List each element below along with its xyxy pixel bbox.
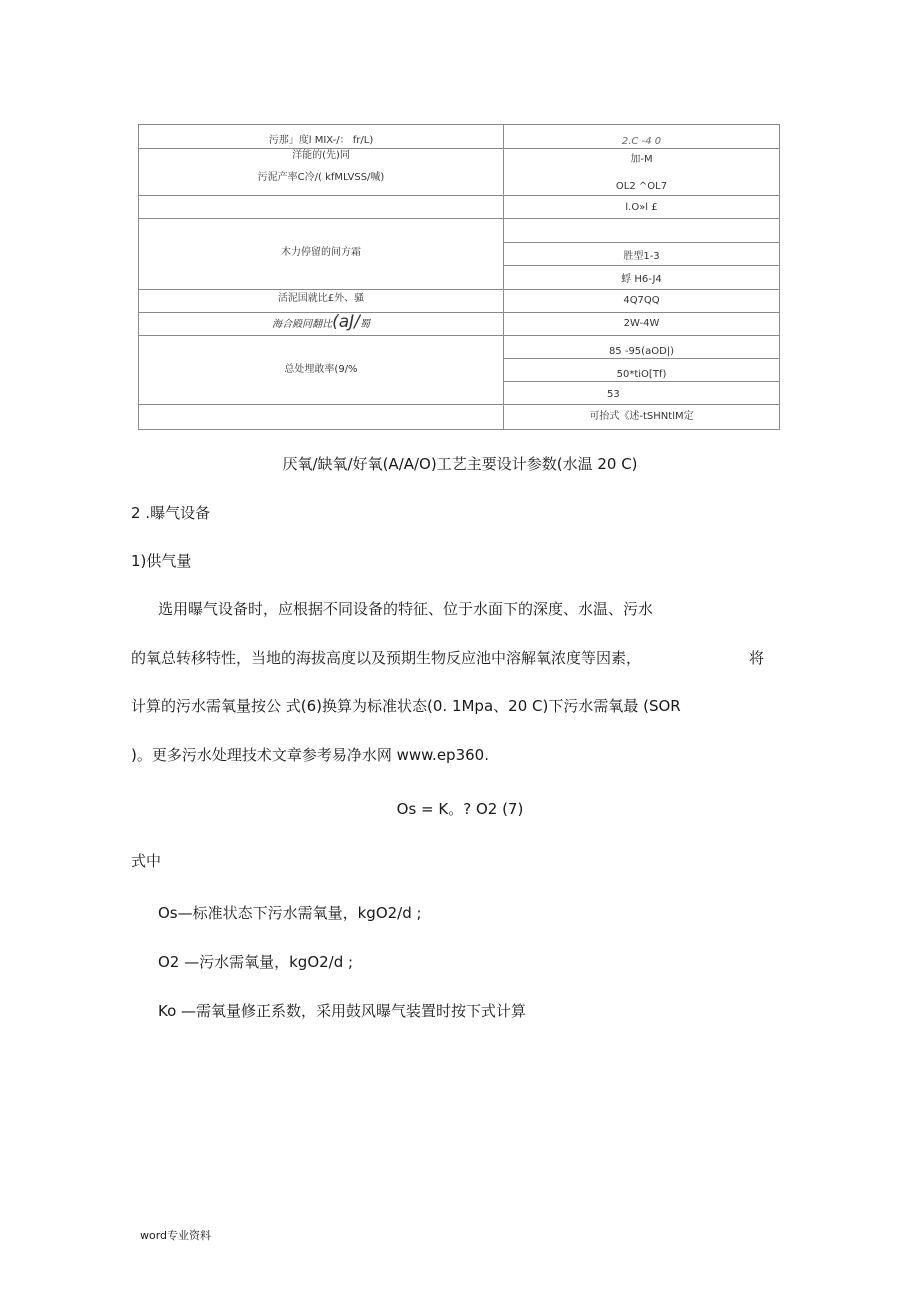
table-cell-label-part: (aJ/ — [332, 312, 360, 332]
table-rule — [139, 148, 779, 149]
table-rule — [503, 242, 779, 243]
table-cell-label: 污那」度l MIX-/： fr/L) — [268, 135, 374, 146]
table-cell-label: 活泥国就比£外、骚 — [277, 293, 365, 304]
table-rule — [503, 265, 779, 266]
definition-line: O2 —污水需氧量，kgO2/d ; — [158, 953, 354, 971]
paragraph-line: 将 — [749, 649, 765, 667]
table-rule — [139, 195, 779, 196]
table-rule — [139, 335, 779, 336]
paragraph-line: 的氧总转移特性，当地的海拔高度以及预期生物反应池中溶解氧浓度等因素， — [131, 649, 642, 667]
table-cell-value: 蜉 H6-J4 — [621, 274, 662, 285]
table-rule — [503, 381, 779, 382]
table-rule — [139, 312, 779, 313]
table-rule — [503, 358, 779, 359]
table-cell-value: l.O»l £ — [625, 202, 658, 213]
table-cell-label: 洋能的(先)同 — [292, 150, 350, 161]
formula: Os = K。? O2 (7) — [396, 800, 524, 818]
table-cell-label: 木力停留的间方霜 — [281, 247, 361, 258]
paragraph-line: 计算的污水需氧量按公 式(6)换算为标准状态(0. 1Mpa、20 C)下污水需氧最 (SOR — [131, 697, 681, 715]
table-rule — [139, 289, 779, 290]
table-cell-value: 2.C -4 0 — [621, 136, 662, 147]
page-footer: word专业资料 — [140, 1229, 212, 1242]
table-rule — [139, 218, 779, 219]
table-cell-value: 2W-4W — [623, 318, 660, 329]
table-cell-value: 胜型1-3 — [623, 251, 660, 262]
table-cell-value: OL2 ^OL7 — [615, 181, 668, 192]
table-cell-value: 50*tiO[Tf) — [616, 369, 667, 380]
table-cell-value: 53 — [607, 389, 620, 400]
definition-line: Os—标准状态下污水需氧量，kgO2/d ; — [158, 904, 422, 922]
table-cell-label: 污泥产率C冷/( kfMLVSS/喊) — [257, 172, 385, 183]
table-cell-label — [139, 312, 503, 332]
table-caption: 厌氧/缺氧/好氧(A/A/O)工艺主要设计参数(水温 20 C) — [282, 455, 638, 473]
paragraph-line: 选用曝气设备时，应根据不同设备的特征、位于水面下的深度、水温、污水 — [158, 600, 654, 618]
sub-heading: 1)供气量 — [131, 552, 192, 570]
table-cell-value: 85 -95(aOD|) — [608, 346, 675, 357]
table-rule — [139, 404, 779, 405]
section-heading: 2 .曝气设备 — [131, 504, 211, 522]
where-label: 式中 — [131, 852, 162, 870]
table-cell-value: 加-M — [630, 154, 653, 165]
table-cell-label: 总处埋敢率(9/% — [284, 364, 358, 375]
table-cell-value: 4Q7QQ — [623, 295, 660, 306]
table-cell-label-part: 蜀 — [359, 319, 370, 330]
table-cell-label-part: 海合殿同翻比 — [272, 319, 333, 330]
table-cell-value: 可抬式《述-tSHNtlM定 — [589, 411, 694, 422]
paragraph-line: )。更多污水处理技术文章参考易净水网 www.ep360. — [131, 746, 489, 764]
definition-line: Ko —需氧量修正系数，采用鼓风曝气装置时按下式计算 — [158, 1002, 527, 1020]
parameter-table — [138, 124, 780, 430]
